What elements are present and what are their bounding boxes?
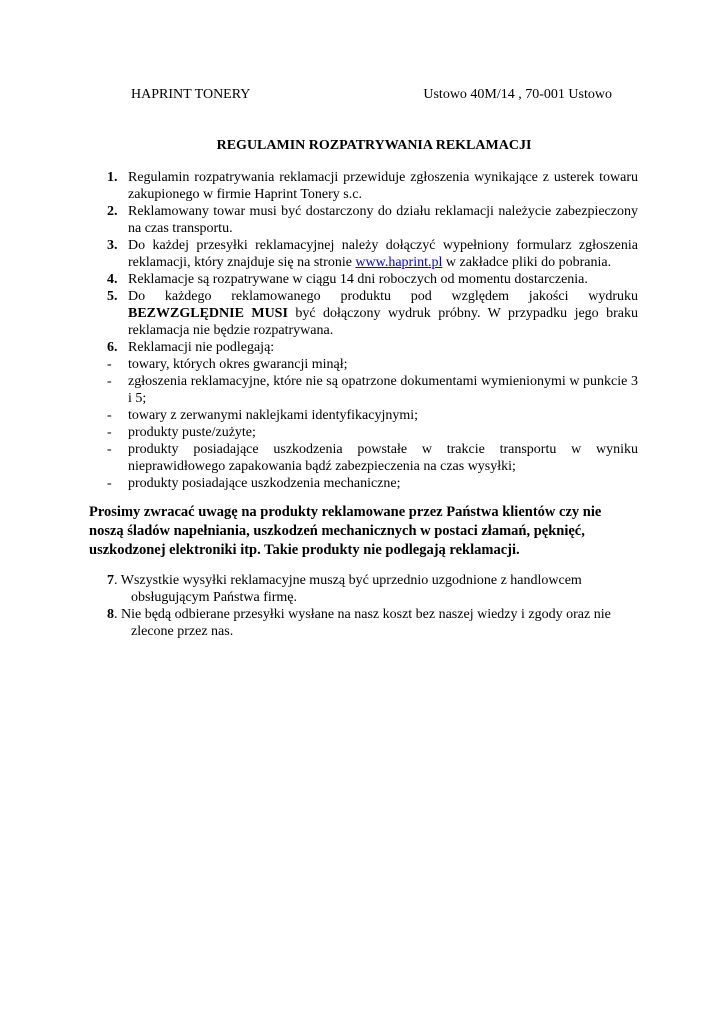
rule-number: 1.: [107, 170, 118, 185]
rule-text: Regulamin rozpatrywania reklamacji przewiduje zgłoszenia wynikające z usterek towaru zakupionego w firmie Haprint Tonery s.c.: [128, 170, 638, 202]
rule-text: [128, 288, 638, 339]
rule-text: Reklamowany towar musi być dostarczony do działu reklamacji należycie zabezpieczony na czas transportu.: [128, 204, 638, 236]
rule-item-4: [90, 271, 638, 288]
rule-item-3: [90, 237, 638, 271]
rule-text-before-link: Do każdej przesyłki reklamacyjnej należy dołączyć wypełniony formularz zgłoszenia reklamacji, który znajduje się na stronie: [128, 238, 638, 270]
exclusion-text: produkty posiadające uszkodzenia mechaniczne;: [128, 476, 401, 491]
rule-text-after-link: w zakładce pliki do pobrania.: [442, 255, 612, 270]
document-title: REGULAMIN ROZPATRYWANIA REKLAMACJI: [216, 138, 532, 153]
exclusion-text: produkty posiadające uszkodzenia powstałe w trakcie transportu w wyniku nieprawidłowego zapakowania bądź zabezpieczenia na czas wysyłki;: [128, 442, 638, 474]
rule-number: 8: [107, 607, 114, 622]
rules-list: [90, 169, 638, 492]
exclusion-item: [90, 356, 638, 373]
company-address: Ustowo 40M/14 , 70-001 Ustowo: [423, 87, 612, 102]
rule-text-before-emphasis: Do każdego reklamowanego produktu pod względem jakości wydruku: [128, 289, 638, 304]
rule-item-6: [90, 339, 638, 356]
dash-bullet: -: [107, 408, 112, 423]
dash-bullet: -: [107, 476, 112, 491]
rule-text: Reklamacje są rozpatrywane w ciągu 14 dni roboczych od momentu dostarczenia.: [128, 272, 588, 287]
rule-item-2: [90, 203, 638, 237]
rule-text: . Wszystkie wysyłki reklamacyjne muszą być uprzednio uzgodnione z handlowcem obsługującym Państwa firmę.: [114, 573, 582, 605]
website-link[interactable]: www.haprint.pl: [355, 255, 443, 270]
exclusion-text: produkty puste/zużyte;: [128, 425, 256, 440]
rule-item-5: [90, 288, 638, 339]
rule-number: 7: [107, 573, 114, 588]
exclusion-item: [90, 407, 638, 424]
exclusion-item: [90, 373, 638, 407]
rule-number: 4.: [107, 272, 118, 287]
exclusion-item: [90, 475, 638, 492]
rule-item-7: [107, 572, 647, 606]
rule-text: Reklamacji nie podlegają:: [128, 340, 275, 355]
exclusion-item: [90, 441, 638, 475]
exclusion-text: zgłoszenia reklamacyjne, które nie są opatrzone dokumentami wymienionymi w punkcie 3 i 5;: [128, 374, 638, 406]
rule-number: 5.: [107, 289, 118, 304]
rule-item-8: [107, 606, 647, 640]
company-name: HAPRINT TONERY: [131, 87, 251, 102]
exclusion-text: towary, których okres gwarancji minął;: [128, 357, 348, 372]
rule-emphasis: BEZWZGLĘDNIE MUSI: [128, 306, 288, 321]
rule-item-1: [90, 169, 638, 203]
dash-bullet: -: [107, 425, 112, 440]
rule-number: 6.: [107, 340, 118, 355]
dash-bullet: -: [107, 442, 112, 457]
bold-notice: Prosimy zwracać uwagę na produkty reklamowane przez Państwa klientów czy nie noszą śladów napełniania, uszkodzeń mechanicznych w postaci złamań, pęknięć, uszkodzonej elektroniki itp. Takie produkty nie podlegają reklamacji.: [89, 504, 602, 558]
exclusion-text: towary z zerwanymi naklejkami identyfikacyjnymi;: [128, 408, 419, 423]
rule-text: . Nie będą odbierane przesyłki wysłane na nasz koszt bez naszej wiedzy i zgody oraz nie zlecone przez nas.: [114, 607, 611, 639]
rule-number: 3.: [107, 238, 118, 253]
dash-bullet: -: [107, 357, 112, 372]
exclusion-item: [90, 424, 638, 441]
document-header: [131, 86, 612, 104]
rule-text-after-emphasis: być dołączony wydruk próbny. W przypadku jego braku reklamacja nie będzie rozpatrywana.: [128, 306, 638, 338]
rule-number: 2.: [107, 204, 118, 219]
dash-bullet: -: [107, 374, 112, 389]
final-rules-list: [107, 572, 647, 640]
rule-text: [128, 237, 638, 271]
